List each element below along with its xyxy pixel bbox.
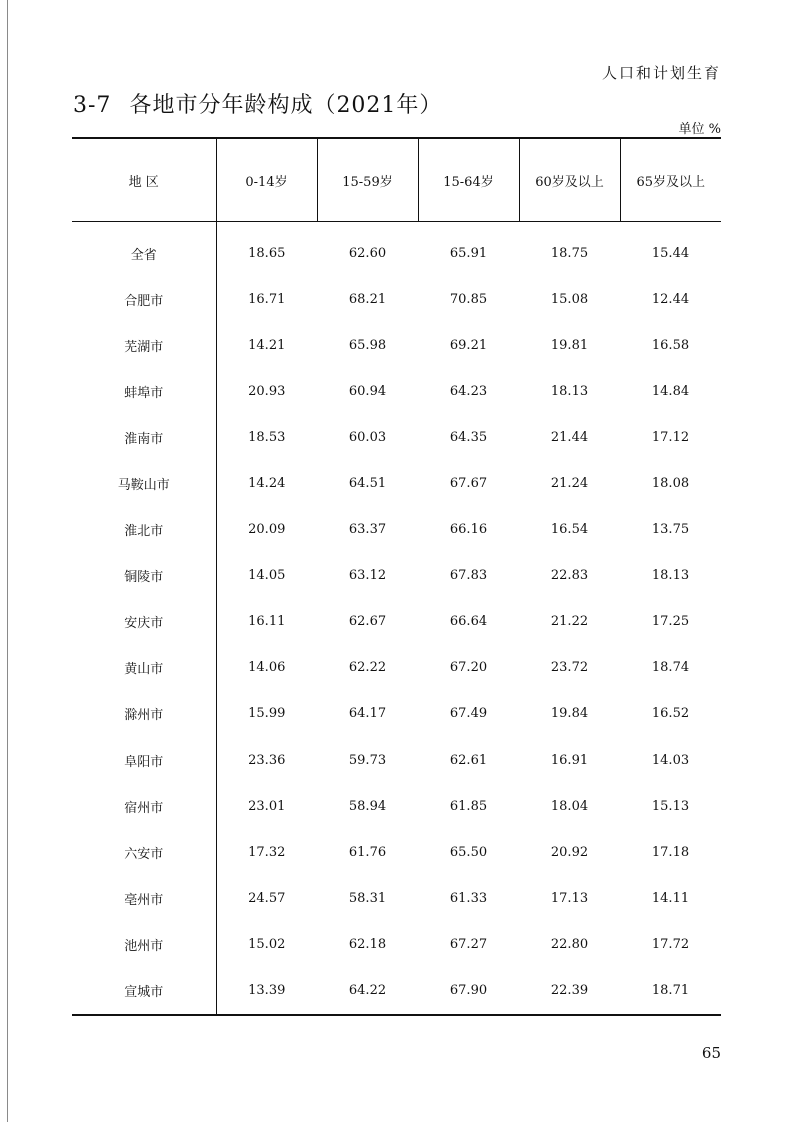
age-15-59-cell: 68.21 — [348, 291, 387, 307]
age-15-64-cell: 65.91 — [449, 245, 488, 261]
age-60-plus-cell: 18.75 — [550, 245, 589, 261]
column-header-age-15-64: 15-64岁 — [418, 138, 519, 222]
region-cell: 阜阳市 — [72, 737, 216, 783]
region-cell: 宿州市 — [72, 783, 216, 829]
age-60-plus-cell: 23.72 — [550, 660, 589, 676]
region-cell: 淮南市 — [72, 414, 216, 460]
age-60-plus-cell: 15.08 — [550, 291, 589, 307]
age-65-plus-cell: 18.13 — [651, 568, 690, 584]
region-cell: 马鞍山市 — [72, 460, 216, 506]
age-60-plus-cell: 19.84 — [550, 706, 589, 722]
region-cell: 合肥市 — [72, 276, 216, 322]
region-cell: 蚌埠市 — [72, 368, 216, 414]
age-65-plus-cell: 14.03 — [651, 752, 690, 768]
age-60-plus-cell: 16.91 — [550, 752, 589, 768]
age-15-64-cell: 61.33 — [449, 890, 488, 906]
age-structure-table — [72, 137, 721, 1016]
table-row — [72, 691, 721, 737]
age-60-plus-cell: 22.83 — [550, 568, 589, 584]
age-65-plus-cell: 17.25 — [651, 614, 690, 630]
table-row — [72, 222, 721, 277]
age-65-plus-cell: 18.74 — [651, 660, 690, 676]
age-15-59-cell: 60.94 — [348, 383, 387, 399]
age-15-59-cell: 62.18 — [348, 936, 387, 952]
age-60-plus-cell: 22.80 — [550, 936, 589, 952]
age-65-plus-cell: 15.44 — [651, 245, 690, 261]
age-0-14-cell: 16.11 — [248, 614, 286, 630]
table-row — [72, 921, 721, 967]
age-65-plus-cell: 14.84 — [651, 383, 690, 399]
age-65-plus-cell: 18.08 — [651, 476, 690, 492]
age-15-59-cell: 62.22 — [348, 660, 387, 676]
age-60-plus-cell: 21.24 — [550, 476, 589, 492]
age-15-59-cell: 63.12 — [348, 568, 387, 584]
table-row — [72, 783, 721, 829]
page-number: 65 — [701, 1044, 721, 1062]
table-row — [72, 414, 721, 460]
age-60-plus-cell: 17.13 — [550, 890, 589, 906]
age-60-plus-cell: 21.22 — [550, 614, 589, 630]
table-row — [72, 968, 721, 1015]
age-65-plus-cell: 17.12 — [651, 429, 690, 445]
age-15-59-cell: 61.76 — [348, 844, 387, 860]
page-title — [73, 88, 442, 119]
age-0-14-cell: 13.39 — [216, 968, 317, 1015]
age-15-59-cell: 58.31 — [348, 890, 387, 906]
age-15-64-cell: 65.50 — [449, 844, 488, 860]
region-cell: 安庆市 — [72, 599, 216, 645]
age-15-64-cell: 67.90 — [418, 968, 519, 1015]
age-15-64-cell: 67.49 — [449, 706, 488, 722]
age-60-plus-cell: 16.54 — [550, 522, 589, 538]
table-row — [72, 322, 721, 368]
region-cell: 宣城市 — [72, 968, 216, 1015]
age-65-plus-cell: 18.71 — [620, 968, 721, 1015]
age-0-14-cell: 18.65 — [248, 245, 286, 261]
table-row — [72, 507, 721, 553]
age-15-59-cell: 62.60 — [348, 245, 387, 261]
table-row — [72, 645, 721, 691]
age-0-14-cell: 18.53 — [248, 429, 286, 445]
table-row — [72, 553, 721, 599]
region-cell: 全省 — [72, 222, 216, 277]
table-row — [72, 460, 721, 506]
age-65-plus-cell: 13.75 — [651, 522, 690, 538]
age-0-14-cell: 14.21 — [248, 337, 286, 353]
region-cell: 池州市 — [72, 921, 216, 967]
age-15-64-cell: 66.16 — [449, 522, 488, 538]
age-65-plus-cell: 14.11 — [651, 890, 690, 906]
age-0-14-cell: 23.36 — [248, 752, 286, 768]
age-65-plus-cell: 15.13 — [651, 798, 690, 814]
age-60-plus-cell: 18.04 — [550, 798, 589, 814]
age-0-14-cell: 20.09 — [248, 522, 286, 538]
region-cell: 滁州市 — [72, 691, 216, 737]
age-15-64-cell: 67.83 — [449, 568, 488, 584]
age-15-64-cell: 64.35 — [449, 429, 488, 445]
age-60-plus-cell: 18.13 — [550, 383, 589, 399]
table-row — [72, 829, 721, 875]
age-15-59-cell: 59.73 — [348, 752, 387, 768]
age-0-14-cell: 14.24 — [248, 476, 286, 492]
age-15-64-cell: 61.85 — [449, 798, 488, 814]
table-row — [72, 737, 721, 783]
age-15-64-cell: 67.27 — [449, 936, 488, 952]
age-60-plus-cell: 21.44 — [550, 429, 589, 445]
table-body — [72, 222, 721, 1015]
age-65-plus-cell: 17.72 — [651, 936, 690, 952]
age-15-64-cell: 67.67 — [449, 476, 488, 492]
age-0-14-cell: 20.93 — [248, 383, 286, 399]
age-15-59-cell: 64.51 — [348, 476, 387, 492]
table-row — [72, 276, 721, 322]
age-15-64-cell: 66.64 — [449, 614, 488, 630]
column-header-age-60-plus: 60岁及以上 — [519, 138, 620, 222]
age-15-64-cell: 67.20 — [449, 660, 488, 676]
age-60-plus-cell: 19.81 — [550, 337, 589, 353]
age-0-14-cell: 23.01 — [248, 798, 286, 814]
age-15-64-cell: 64.23 — [449, 383, 488, 399]
age-60-plus-cell: 22.39 — [519, 968, 620, 1015]
region-cell: 六安市 — [72, 829, 216, 875]
column-header-age-0-14: 0-14岁 — [216, 138, 317, 222]
table-row — [72, 368, 721, 414]
region-cell: 黄山市 — [72, 645, 216, 691]
age-15-59-cell: 58.94 — [348, 798, 387, 814]
age-65-plus-cell: 17.18 — [651, 844, 690, 860]
header-row — [72, 138, 721, 222]
table-title: 各地市分年龄构成（2021年） — [129, 93, 443, 118]
age-0-14-cell: 24.57 — [248, 890, 286, 906]
age-65-plus-cell: 16.58 — [651, 337, 690, 353]
age-0-14-cell: 15.99 — [248, 706, 286, 722]
column-header-region: 地 区 — [72, 138, 216, 222]
column-header-age-15-59: 15-59岁 — [317, 138, 418, 222]
region-cell: 芜湖市 — [72, 322, 216, 368]
section-header: 人口和计划生育 — [601, 64, 721, 82]
age-15-59-cell: 62.67 — [348, 614, 387, 630]
age-0-14-cell: 16.71 — [248, 291, 286, 307]
age-65-plus-cell: 16.52 — [651, 706, 690, 722]
region-cell: 淮北市 — [72, 507, 216, 553]
age-65-plus-cell: 12.44 — [651, 291, 690, 307]
table-number: 3-7 — [73, 93, 112, 118]
unit-label: 单位 % — [678, 122, 721, 137]
age-0-14-cell: 14.06 — [248, 660, 286, 676]
age-0-14-cell: 17.32 — [248, 844, 286, 860]
table-row — [72, 599, 721, 645]
region-cell: 铜陵市 — [72, 553, 216, 599]
age-15-59-cell: 60.03 — [348, 429, 387, 445]
age-15-59-cell: 64.17 — [348, 706, 387, 722]
region-cell: 亳州市 — [72, 875, 216, 921]
age-15-64-cell: 69.21 — [449, 337, 488, 353]
age-15-59-cell: 65.98 — [348, 337, 387, 353]
age-60-plus-cell: 20.92 — [550, 844, 589, 860]
age-15-64-cell: 70.85 — [449, 291, 488, 307]
table-row — [72, 875, 721, 921]
age-0-14-cell: 15.02 — [248, 936, 286, 952]
page-edge-line — [7, 0, 8, 1122]
age-15-59-cell: 63.37 — [348, 522, 387, 538]
age-15-59-cell: 64.22 — [317, 968, 418, 1015]
age-15-64-cell: 62.61 — [449, 752, 488, 768]
column-header-age-65-plus: 65岁及以上 — [620, 138, 721, 222]
age-0-14-cell: 14.05 — [248, 568, 286, 584]
